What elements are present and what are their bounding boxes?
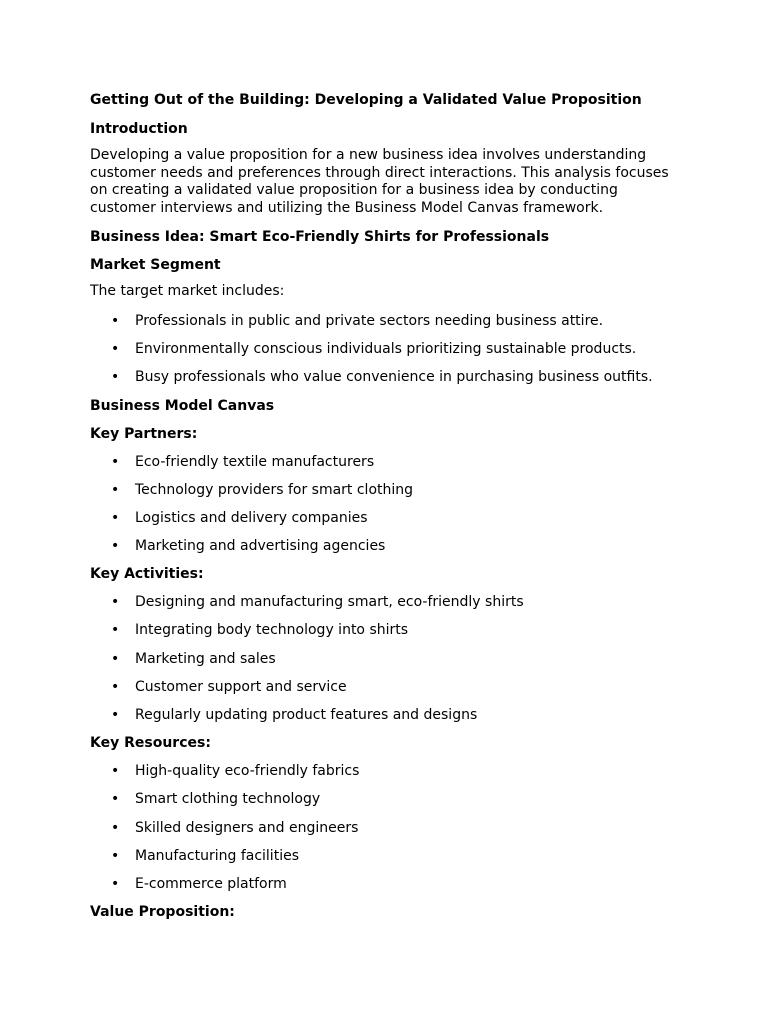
introduction-paragraph: Developing a value proposition for a new business idea involves understanding customer needs and preferences through direct interactions. This analysis focuses on creating a validated value proposition for a business idea by conducting customer interviews and utilizing the Business Model Canvas framework.	[90, 147, 669, 216]
list-item	[90, 367, 678, 387]
canvas-heading: Business Model Canvas	[90, 397, 275, 414]
list-item	[90, 705, 678, 725]
value-proposition-heading: Value Proposition:	[90, 904, 235, 921]
bullet-icon: •	[111, 763, 120, 780]
list-item	[90, 818, 678, 838]
list-item-text: Integrating body technology into shirts	[135, 622, 409, 639]
bullet-icon: •	[111, 819, 120, 836]
list-item-text: E-commerce platform	[135, 875, 287, 892]
list-item-text: Designing and manufacturing smart, eco-friendly shirts	[135, 594, 524, 611]
key-resources-list	[90, 761, 678, 894]
list-item-text: Logistics and delivery companies	[135, 509, 368, 526]
bullet-icon: •	[111, 875, 120, 892]
list-item-text: Customer support and service	[135, 678, 347, 695]
bullet-icon: •	[111, 707, 120, 724]
bullet-icon: •	[111, 594, 120, 611]
list-item	[90, 620, 678, 640]
list-item	[90, 874, 678, 894]
bullet-icon: •	[111, 622, 120, 639]
list-item	[90, 846, 678, 866]
list-item-text: Professionals in public and private sectors needing business attire.	[135, 312, 604, 329]
market-segment-list	[90, 311, 678, 387]
list-item-text: Skilled designers and engineers	[135, 819, 359, 836]
list-item-text: Environmentally conscious individuals prioritizing sustainable products.	[135, 341, 637, 358]
bullet-icon: •	[111, 678, 120, 695]
bullet-icon: •	[111, 481, 120, 498]
list-item	[90, 452, 678, 472]
list-item-text: Technology providers for smart clothing	[135, 481, 414, 498]
list-item	[90, 339, 678, 359]
market-segment-intro: The target market includes:	[90, 283, 285, 300]
key-activities-list	[90, 592, 678, 725]
list-item-text: Regularly updating product features and designs	[135, 707, 478, 724]
bullet-icon: •	[111, 791, 120, 808]
list-item-text: Smart clothing technology	[135, 791, 321, 808]
bullet-icon: •	[111, 312, 120, 329]
bullet-icon: •	[111, 538, 120, 555]
bullet-icon: •	[111, 509, 120, 526]
key-activities-heading: Key Activities:	[90, 566, 204, 583]
key-partners-list	[90, 452, 678, 557]
list-item-text: Eco-friendly textile manufacturers	[135, 453, 375, 470]
list-item	[90, 789, 678, 809]
list-item-text: High-quality eco-friendly fabrics	[135, 763, 360, 780]
list-item	[90, 480, 678, 500]
bullet-icon: •	[111, 369, 120, 386]
list-item	[90, 649, 678, 669]
key-partners-heading: Key Partners:	[90, 425, 198, 442]
business-idea-heading: Business Idea: Smart Eco-Friendly Shirts for Professionals	[90, 229, 550, 246]
bullet-icon: •	[111, 847, 120, 864]
bullet-icon: •	[111, 650, 120, 667]
list-item	[90, 677, 678, 697]
market-segment-heading: Market Segment	[90, 257, 221, 274]
list-item-text: Marketing and sales	[135, 650, 276, 667]
document-title: Getting Out of the Building: Developing a Validated Value Proposition	[90, 92, 642, 108]
bullet-icon: •	[111, 341, 120, 358]
list-item	[90, 592, 678, 612]
list-item	[90, 536, 678, 556]
list-item	[90, 508, 678, 528]
list-item	[90, 761, 678, 781]
list-item-text: Marketing and advertising agencies	[135, 538, 386, 555]
list-item-text: Busy professionals who value convenience in purchasing business outfits.	[135, 369, 653, 386]
key-resources-heading: Key Resources:	[90, 735, 211, 752]
list-item-text: Manufacturing facilities	[135, 847, 299, 864]
introduction-heading: Introduction	[90, 121, 188, 137]
list-item	[90, 311, 678, 331]
bullet-icon: •	[111, 453, 120, 470]
